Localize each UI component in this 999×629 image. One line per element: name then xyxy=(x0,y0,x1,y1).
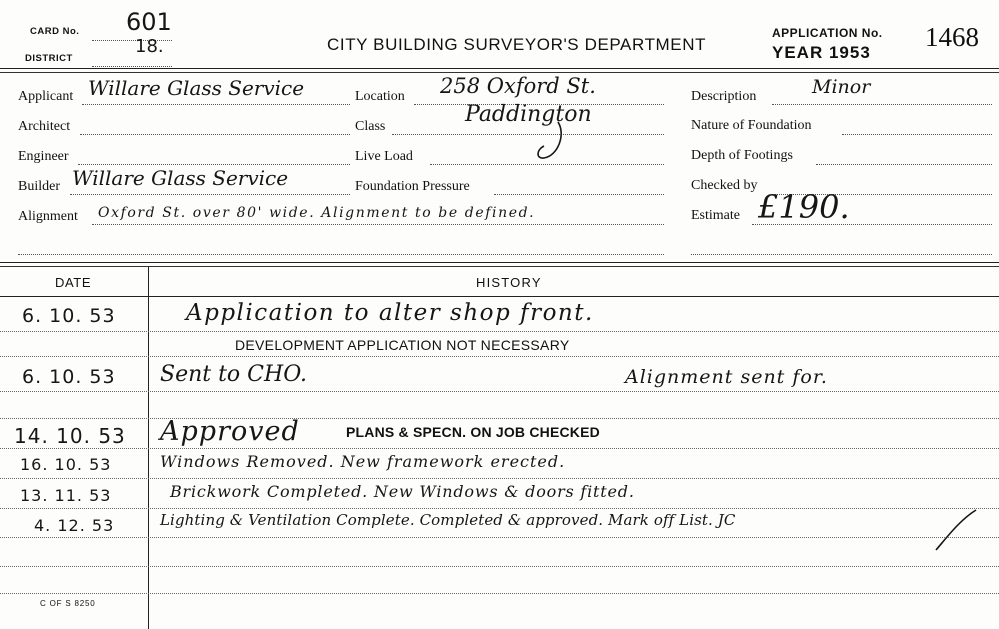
builder-value: Willare Glass Service xyxy=(72,166,289,190)
paddington-flourish xyxy=(530,120,570,162)
date-column-header: DATE xyxy=(55,275,92,290)
development-stamp: DEVELOPMENT APPLICATION NOT NECESSARY xyxy=(235,337,570,353)
department-title: CITY BUILDING SURVEYOR'S DEPARTMENT xyxy=(327,35,707,54)
header-rule-2 xyxy=(0,72,999,73)
nature-label: Nature of Foundation xyxy=(691,118,812,133)
applicant-label: Applicant xyxy=(18,89,74,104)
history-date: 16. 10. 53 xyxy=(20,455,112,474)
blank-row-dots-right xyxy=(691,254,992,255)
estimate-label: Estimate xyxy=(691,208,740,223)
history-text: Lighting & Ventilation Complete. Completed & approved. Mark off List. JC xyxy=(160,511,736,529)
liveload-dots xyxy=(430,164,664,165)
history-text: Brickwork Completed. New Windows & doors fitted. xyxy=(170,482,635,501)
description-value: Minor xyxy=(812,76,871,98)
history-date: 6. 10. 53 xyxy=(22,366,116,388)
foundation-pressure-label: Foundation Pressure xyxy=(355,179,470,194)
header-rule-1 xyxy=(0,68,999,69)
builder-label: Builder xyxy=(18,179,60,194)
location-value-1: 258 Oxford St. xyxy=(440,74,596,98)
estimate-value: £190. xyxy=(758,188,850,226)
card-no-label: CARD No. xyxy=(30,26,80,37)
engineer-label: Engineer xyxy=(18,149,69,164)
history-text: Application to alter shop front. xyxy=(186,300,594,326)
history-date: 13. 11. 53 xyxy=(20,486,112,505)
depth-label: Depth of Footings xyxy=(691,148,793,163)
district-label: DISTRICT xyxy=(25,53,73,64)
depth-dots xyxy=(816,164,992,165)
builder-dots xyxy=(70,194,350,195)
application-no-value: 1468 xyxy=(925,22,979,52)
class-dots xyxy=(392,134,664,135)
applicant-value: Willare Glass Service xyxy=(88,76,305,100)
foundation-pressure-dots xyxy=(494,194,664,195)
location-value-2: Paddington xyxy=(465,102,592,127)
architect-label: Architect xyxy=(18,119,71,134)
description-dots xyxy=(772,104,992,105)
history-date: 14. 10. 53 xyxy=(14,424,126,448)
alignment-label: Alignment xyxy=(18,209,78,224)
history-text: Sent to CHO. xyxy=(160,362,307,387)
row-rule xyxy=(0,593,999,594)
row-rule xyxy=(0,508,999,509)
row-rule xyxy=(0,331,999,332)
district-value: 18. xyxy=(135,36,164,57)
application-no-label: APPLICATION No. xyxy=(772,26,883,40)
plans-stamp: PLANS & SPECN. ON JOB CHECKED xyxy=(346,424,600,440)
row-rule xyxy=(0,391,999,392)
engineer-dots xyxy=(78,164,350,165)
history-text: Approved xyxy=(160,416,300,447)
history-top-rule-2 xyxy=(0,266,999,267)
card-no-value: 601 xyxy=(126,8,172,36)
row-rule xyxy=(0,566,999,567)
description-label: Description xyxy=(691,89,757,104)
district-dots xyxy=(92,66,172,67)
row-rule xyxy=(0,356,999,357)
history-date: 4. 12. 53 xyxy=(34,516,115,535)
location-label: Location xyxy=(355,89,405,104)
history-column-header: HISTORY xyxy=(476,275,542,290)
year-label: YEAR 1953 xyxy=(772,43,871,62)
liveload-label: Live Load xyxy=(355,149,413,164)
applicant-dots xyxy=(82,104,350,105)
blank-row-dots-left xyxy=(18,254,664,255)
row-rule xyxy=(0,418,999,419)
row-rule xyxy=(0,448,999,449)
history-extra: Alignment sent for. xyxy=(625,366,828,388)
architect-dots xyxy=(80,134,350,135)
nature-dots xyxy=(842,134,992,135)
history-date: 6. 10. 53 xyxy=(22,305,116,327)
history-header-rule xyxy=(0,296,999,297)
initials-flourish xyxy=(930,506,982,554)
alignment-value: Oxford St. over 80' wide. Alignment to be defined. xyxy=(98,205,536,221)
form-code: C OF S 8250 xyxy=(40,599,96,608)
history-text: Windows Removed. New framework erected. xyxy=(160,452,566,471)
row-rule xyxy=(0,478,999,479)
row-rule xyxy=(0,537,999,538)
history-top-rule-1 xyxy=(0,262,999,263)
alignment-dots xyxy=(92,224,664,225)
checked-label: Checked by xyxy=(691,178,758,193)
class-label: Class xyxy=(355,119,386,134)
